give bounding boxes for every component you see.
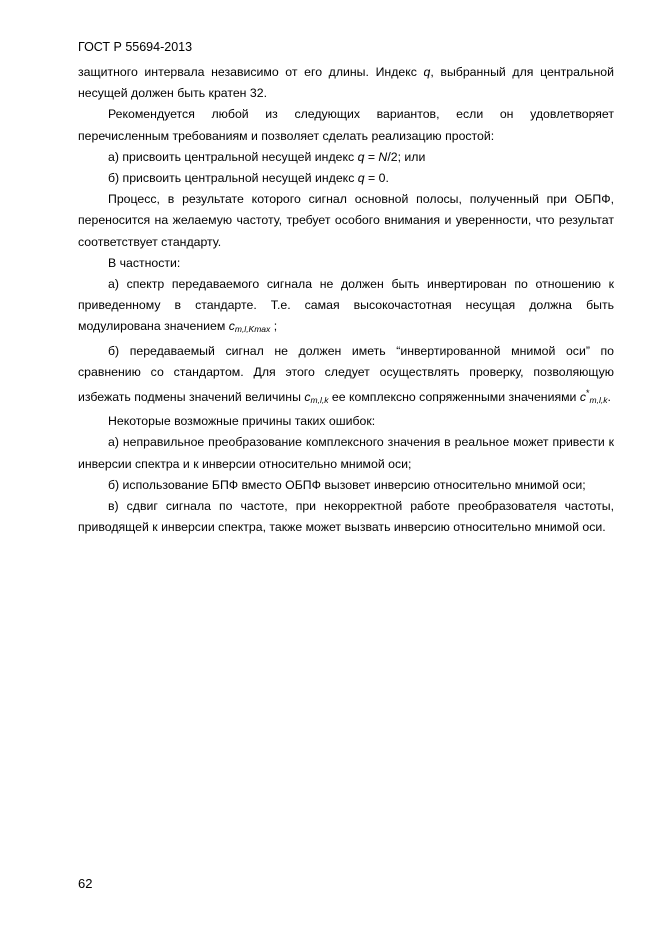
cause-item-b: б) использование БПФ вместо ОБПФ вызовет инверсию относительно мнимой оси; [108,477,586,492]
list-item-b [78,168,614,189]
subscript: m,l,k [589,395,608,406]
text-run: ее комплексно сопряженными значениями [328,390,580,405]
paragraph-in-particular: В частности: [108,255,181,270]
text-run: = [364,149,379,164]
text-run: защитного интервала независимо от его длины. Индекс [78,65,424,79]
variable-c: c [304,390,311,405]
subscript: m,l,k [310,395,329,406]
superscript-asterisk: * [586,388,590,399]
variable-q: q [423,65,431,79]
cause-item-a: а) неправильное преобразование комплексного значения в реальное может привести к инверсии спектра и к инверсии относительно мнимой оси; [78,435,614,471]
page-number: 62 [78,876,93,891]
variable-q: q [357,171,365,186]
text-run: а) спектр передаваемого сигнала не должен быть инвертирован по отношению к приведенному в стандарте. Т.е. самая высокочастотная несущая должна быть модулирована значением [78,277,614,334]
text-run: . [607,390,611,405]
requirement-a [78,274,614,341]
variable-q: q [357,149,365,164]
list-item-a [78,147,614,168]
text-run: , выбранный для центральной несущей должен быть кратен 32. [78,65,614,101]
requirement-b [78,341,614,412]
variable-n: N [378,149,388,164]
variable-c: c [228,319,235,334]
document-header: ГОСТ Р 55694-2013 [78,40,193,54]
text-run: = 0. [364,171,389,186]
cause-item-c: в) сдвиг сигнала по частоте, при некорректной работе преобразователя частоты, приводящей к инверсии спектра, также может вызвать инверсию относительно мнимой оси. [78,499,614,535]
subscript: m,l,Kmax [234,324,271,335]
text-run: ; [270,319,278,334]
paragraph-causes: Некоторые возможные причины таких ошибок: [108,414,376,429]
document-body [78,62,614,538]
variable-c-conjugate: c [579,390,587,405]
paragraph-recommendation: Рекомендуется любой из следующих вариантов, если он удовлетворяет перечисленным требованиям и позволяет сделать реализацию простой: [78,107,614,143]
paragraph-process: Процесс, в результате которого сигнал основной полосы, полученный при ОБПФ, переносится на желаемую частоту, требует особого внимания и уверенности, что результат соответствует стандарту. [78,192,614,249]
paragraph-continuation [78,62,614,104]
text-run: а) присвоить центральной несущей индекс [108,149,358,164]
text-run: б) передаваемый сигнал не должен иметь “инвертированной мнимой оси” по сравнению со стандартом. Для этого следует осуществлять проверку, позволяющую избежать подмены значений величины [78,343,614,405]
text-run: б) присвоить центральной несущей индекс [108,171,358,186]
text-run: /2; или [387,149,426,164]
